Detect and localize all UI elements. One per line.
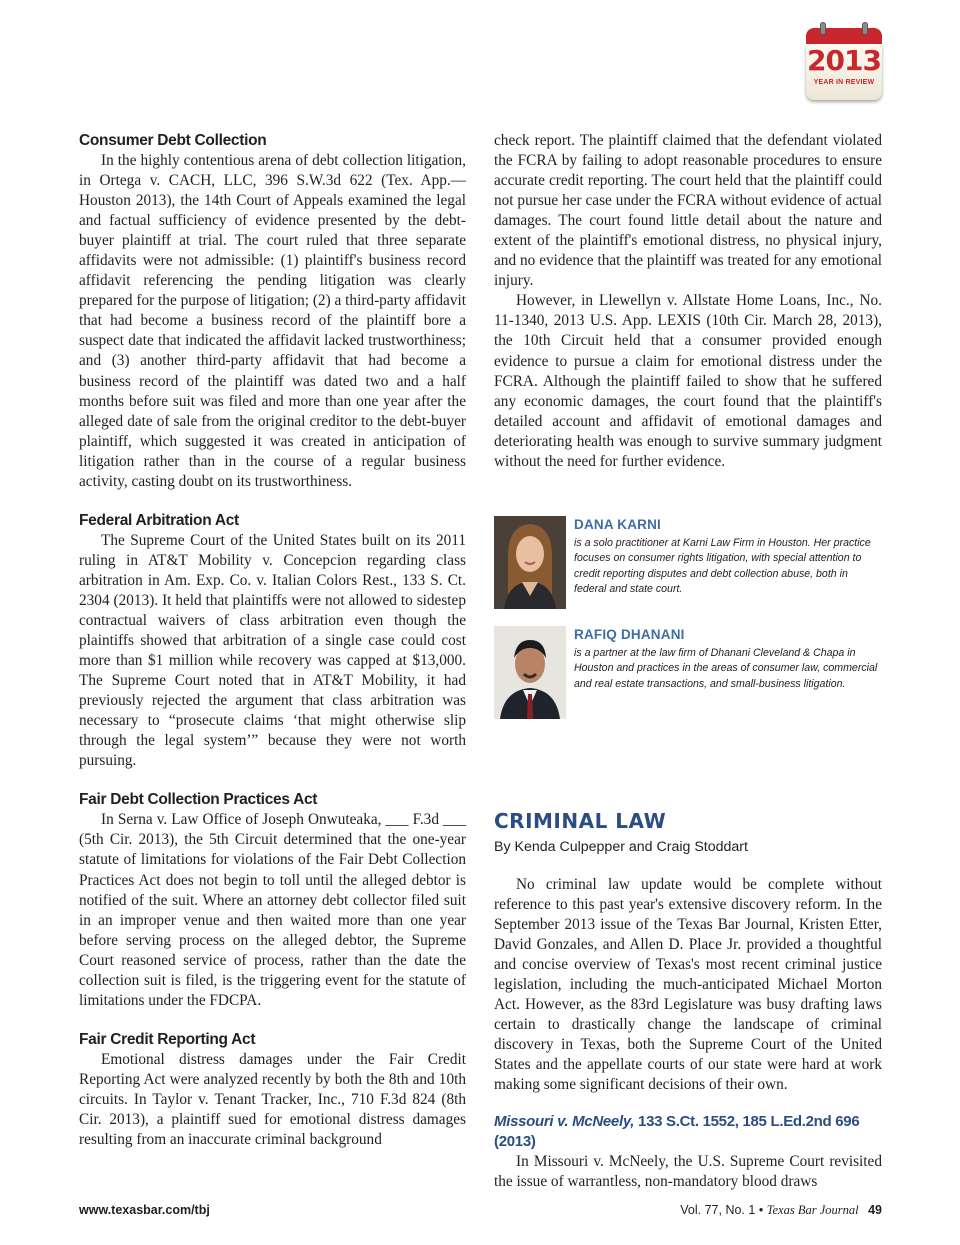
author-bio <box>494 626 882 720</box>
section-heading-fdcpa: Fair Debt Collection Practices Act <box>79 791 318 809</box>
section-heading-arbitration: Federal Arbitration Act <box>79 511 239 529</box>
year-in-review-badge <box>806 22 882 100</box>
fcra-paragraph: Emotional distress damages under the Fair Credit Reporting Act were analyzed recently by both the 8th and 10th circuits. In Taylor v. Tenant Tracker, Inc., 710 F.3d 824 (8th Cir. 2013), a plaintiff sued for emotional distress damages resulting from an inaccurate criminal background <box>79 1050 466 1149</box>
case-citation: 133 S.Ct. 1552, 185 L.Ed.2nd 696 (2013) <box>494 1113 860 1151</box>
author-description: is a solo practitioner at Karni Law Firm in Houston. Her practice focuses on consumer rights litigation, with special attention to credit reporting disputes and debt collection abuse, both in federal and state court. <box>574 536 871 596</box>
author-photo-dana-karni <box>494 516 566 609</box>
case-name: Missouri v. McNeely, <box>494 1113 635 1131</box>
footer-journal-title: Texas Bar Journal <box>766 1203 859 1217</box>
case-heading-mcneely <box>494 1112 882 1152</box>
footer-url: www.texasbar.com/tbj <box>79 1203 210 1217</box>
author-name: RAFIQ DHANANI <box>574 626 685 642</box>
author-bio <box>494 516 882 610</box>
section-heading-fcra: Fair Credit Reporting Act <box>79 1030 256 1048</box>
right-column <box>494 131 882 1192</box>
calendar-rings <box>806 22 882 34</box>
criminal-law-byline: By Kenda Culpepper and Craig Stoddart <box>494 838 748 855</box>
section-heading-consumer-debt: Consumer Debt Collection <box>79 132 267 149</box>
calendar-ring-icon <box>862 22 868 35</box>
badge-subtitle: YEAR IN REVIEW <box>813 79 875 86</box>
footer-issue <box>680 1201 882 1219</box>
left-column <box>79 131 466 1150</box>
llewellyn-paragraph: However, in Llewellyn v. Allstate Home Loans, Inc., No. 11-1340, 2013 U.S. App. LEXIS (10th Cir. March 28, 2013), the 10th Circuit held that a consumer provided enough evidence to pursue a claim for emotional distress under the FCRA. Although the plaintiff failed to show that he suffered any economic damages, the court found that the plaintiff's detailed account and affidavit of emotional damages and deteriorating health was enough to survive summary judgment without the need for further evidence. <box>494 292 882 470</box>
criminal-law-intro-paragraph: No criminal law update would be complete without reference to this past year's extensive discovery reform. In the September 2013 issue of the Texas Bar Journal, Kristen Etter, David Gonzales, and Allen D. Place Jr. provided a thoughtful and concise overview of Texas's most recent criminal justice legislation, including the much-anticipated Michael Morton Act. However, as the 83rd Legislature was busy drafting laws certain to drastically change the landscape of criminal discovery in Texas, both the Supreme Court of the United States and the appellate courts of our state were hard at work making some significant decisions of their own. <box>494 875 882 1094</box>
arbitration-paragraph: The Supreme Court of the United States built on its 2011 ruling in AT&T Mobility v. Concepcion regarding class arbitration in Am. Exp. Co. v. Italian Colors Rest., 133 S. Ct. 2304 (2013). It held that plaintiffs were not allowed to sidestep contractual waivers of class arbitration even though the plaintiffs showed that arbitration of a single case could cost more than $1 million while recovery was capped at $13,000. The Supreme Court noted that in AT&T Mobility, it had previously rejected the argument that class arbitration was necessary to “prosecute claims ‘that might otherwise slip through the legal system’” because they were not worth pursuing. <box>79 531 466 770</box>
footer-bullet: • <box>758 1203 764 1217</box>
calendar-page <box>806 44 882 100</box>
footer-volume: Vol. 77, No. 1 <box>680 1203 756 1217</box>
calendar-ring-icon <box>820 22 826 35</box>
fcra-continuation-paragraph: check report. The plaintiff claimed that the defendant violated the FCRA by failing to adopt reasonable procedures to ensure accurate credit reporting. The court held that the plaintiff could not pursue her case under the FCRA without evidence of actual damages. The court found little detail about the nature and extent of the plaintiff's emotional distress, no physical injury, and no evidence that the plaintiff was treated for any emotional injury. <box>494 132 882 290</box>
mcneely-paragraph: In Missouri v. McNeely, the U.S. Supreme Court revisited the issue of warrantless, non-mandatory blood draws <box>494 1153 882 1191</box>
criminal-law-title: CRIMINAL LAW <box>494 808 667 833</box>
badge-year: 2013 <box>807 44 881 77</box>
consumer-debt-paragraph: In the highly contentious arena of debt collection litigation, in Ortega v. CACH, LLC, 396 S.W.3d 622 (Tex. App.—Houston 2013), the 14th Court of Appeals examined the legal and factual sufficiency of evidence presented by the debt-buyer plaintiff at trial. The court ruled that three separate affidavits were not admissible: (1) plaintiff's business record affidavit referencing the pending litigation was clearly prepared for the purpose of litigation; (2) a third-party affidavit that had become a business record of the plaintiff bore a suspect date that indicated the affidavit lacked trustworthiness; and (3) another third-party affidavit that had become a business record of the plaintiff was dated two and a half months before suit was filed and more than one year after the alleged date of sale from the original creditor to the debt-buyer plaintiff, which suggested it was created in anticipation of litigation rather than in the course of a regular business activity, casting doubt on its trustworthiness. <box>79 152 466 490</box>
author-name: DANA KARNI <box>574 516 661 532</box>
page-number: 49 <box>868 1203 882 1217</box>
fdcpa-paragraph: In Serna v. Law Office of Joseph Onwuteaka, ___ F.3d ___ (5th Cir. 2013), the 5th Circuit determined that the one-year statute of limitations for violations of the Fair Debt Collection Practices Act does not begin to toll until the alleged debtor is notified of the suit. Where an attorney debt collector filed suit in an improper venue and then waited more than one year before serving process on the alleged debtor, the Supreme Court reasoned service of process, rather than the date the collection suit is filed, is the triggering event for the statute of limitations under the FDCPA. <box>79 811 466 1009</box>
author-description: is a partner at the law firm of Dhanani Cleveland & Chapa in Houston and practices in the areas of consumer law, commercial and real estate transactions, and small-business litigation. <box>574 646 878 690</box>
author-photo-rafiq-dhanani <box>494 626 566 719</box>
